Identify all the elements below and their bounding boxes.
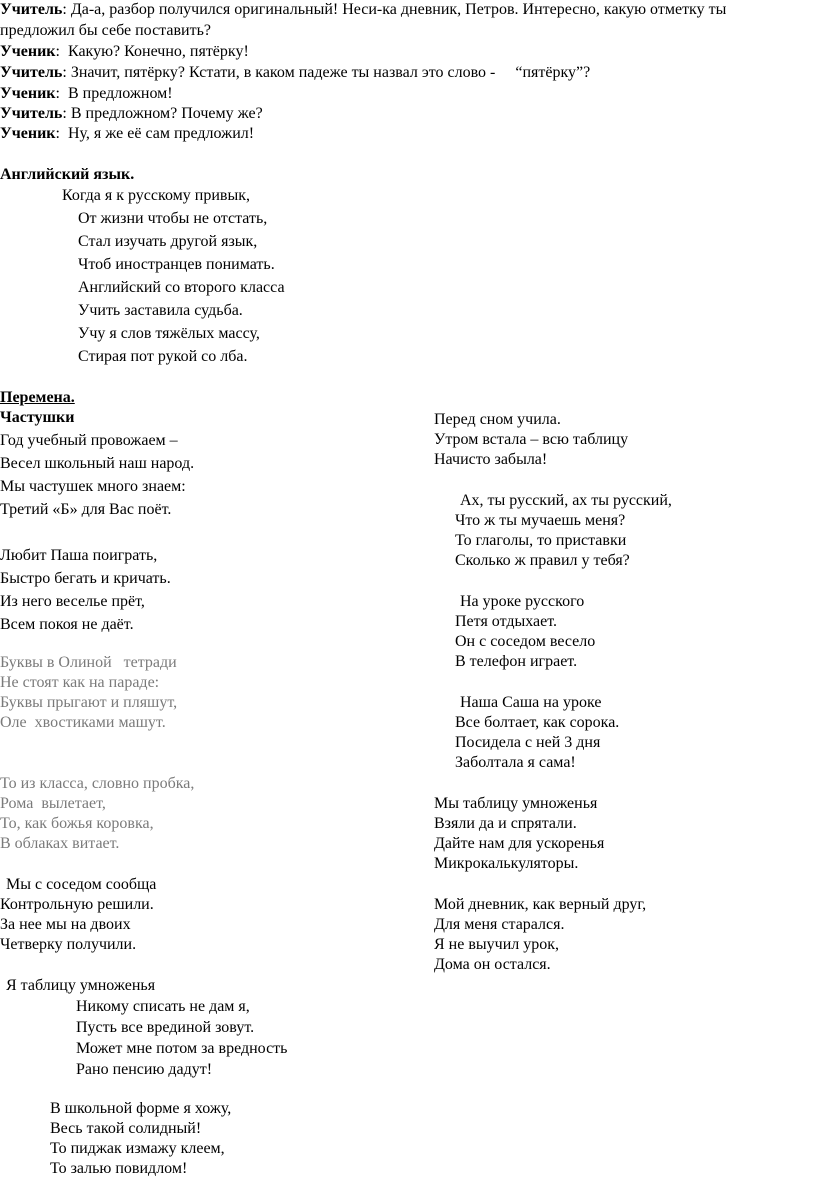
verse-line: Год учебный провожаем – (0, 432, 178, 449)
poem-line: Стирая пот рукой со лба. (78, 348, 248, 365)
verse-line: Мы таблицу умноженья (434, 795, 598, 812)
verse-line: Ах, ты русский, ах ты русский, (460, 492, 672, 509)
verse-line: Четверку получили. (0, 936, 137, 953)
verse-line: Все болтает, как сорока. (455, 714, 620, 731)
verse-line: Рома вылетает, (0, 795, 106, 812)
verse-line: Буквы в Олиной тетради (0, 654, 177, 671)
verse-line: На уроке русского (460, 593, 585, 610)
verse-line: Мой дневник, как верный друг, (434, 896, 647, 913)
verse-line: Буквы прыгают и пляшут, (0, 694, 178, 711)
verse-line: Микрокалькуляторы. (434, 855, 579, 872)
verse-line: Мы частушек много знаем: (0, 478, 186, 495)
verse-line: То, как божья коровка, (0, 815, 154, 832)
verse-line: Может мне потом за вредность (76, 1040, 288, 1057)
verse-line: Весел школьный наш народ. (0, 455, 195, 472)
poem-line: Учить заставила судьба. (78, 302, 243, 319)
verse-line: Третий «Б» для Вас поёт. (0, 501, 172, 518)
poem-line: Стал изучать другой язык, (78, 233, 258, 250)
poem-line: От жизни чтобы не отстать, (78, 210, 268, 227)
verse-line: Быстро бегать и кричать. (0, 570, 171, 587)
verse-line: Я таблицу умноженья (6, 977, 156, 994)
verse-line: Начисто забыла! (434, 451, 548, 468)
verse-line: То залью повидлом! (50, 1160, 188, 1177)
english-heading: Английский язык. (0, 166, 135, 183)
verse-line: То глаголы, то приставки (455, 532, 627, 549)
verse-line: Что ж ты мучаешь меня? (455, 512, 626, 529)
verse-line: За нее мы на двоих (0, 916, 131, 933)
verse-line: Любит Паша поиграть, (0, 547, 158, 564)
dialog-line: Учитель: Да-а, разбор получился оригинальный! Неси-ка дневник, Петров. Интересно, какую отметку ты (0, 1, 727, 18)
dialog-line: Ученик: В предложном! (0, 85, 173, 102)
verse-line: Всем покоя не даёт. (0, 616, 134, 633)
verse-line: В школьной форме я хожу, (50, 1100, 232, 1117)
verse-line: Пусть все врединой зовут. (76, 1019, 255, 1036)
verse-line: То пиджак измажу клеем, (50, 1140, 225, 1157)
verse-line: В телефон играет. (455, 653, 578, 670)
verse-line: Не стоят как на параде: (0, 674, 160, 691)
verse-line: В облаках витает. (0, 835, 120, 852)
poem-line: Когда я к русскому привык, (62, 187, 250, 204)
verse-line: Дома он остался. (434, 956, 551, 973)
verse-line: Я не выучил урок, (434, 936, 560, 953)
verse-line: Наша Саша на уроке (460, 694, 602, 711)
verse-line: Контрольную решили. (0, 896, 154, 913)
verse-line: Перед сном учила. (434, 411, 561, 428)
verse-line: Заболтала я сама! (455, 754, 576, 771)
dialog-line: Ученик: Какую? Конечно, пятёрку! (0, 43, 249, 60)
break-heading: Перемена. (0, 389, 75, 406)
verse-line: Он с соседом весело (455, 633, 596, 650)
verse-line: Сколько ж правил у тебя? (455, 552, 630, 569)
poem-line: Чтоб иностранцев понимать. (78, 256, 275, 273)
dialog-line: Учитель: Значит, пятёрку? Кстати, в каком падеже ты назвал это слово - “пятёрку”? (0, 64, 591, 81)
verse-line: Оле хвостиками машут. (0, 714, 166, 731)
poem-line: Английский со второго класса (78, 279, 285, 296)
dialog-line: Ученик: Ну, я же её сам предложил! (0, 125, 255, 142)
verse-line: То из класса, словно пробка, (0, 775, 195, 792)
dialog-line: предложил бы себе поставить? (0, 22, 211, 39)
verse-line: Из него веселье прёт, (0, 593, 145, 610)
verse-line: Мы с соседом сообща (6, 876, 157, 893)
verse-line: Весь такой солидный! (50, 1120, 202, 1137)
verse-line: Посидела с ней 3 дня (455, 734, 601, 751)
verse-line: Рано пенсию дадут! (76, 1061, 213, 1078)
verse-line: Никому списать не дам я, (76, 998, 250, 1015)
verse-line: Утром встала – всю таблицу (434, 431, 629, 448)
verse-line: Для меня старался. (434, 916, 565, 933)
chastushki-heading: Частушки (0, 409, 75, 426)
verse-line: Взяли да и спрятали. (434, 815, 577, 832)
verse-line: Петя отдыхает. (455, 613, 558, 630)
dialog-line: Учитель: В предложном? Почему же? (0, 105, 263, 122)
verse-line: Дайте нам для ускоренья (434, 835, 605, 852)
poem-line: Учу я слов тяжёлых массу, (78, 325, 260, 342)
